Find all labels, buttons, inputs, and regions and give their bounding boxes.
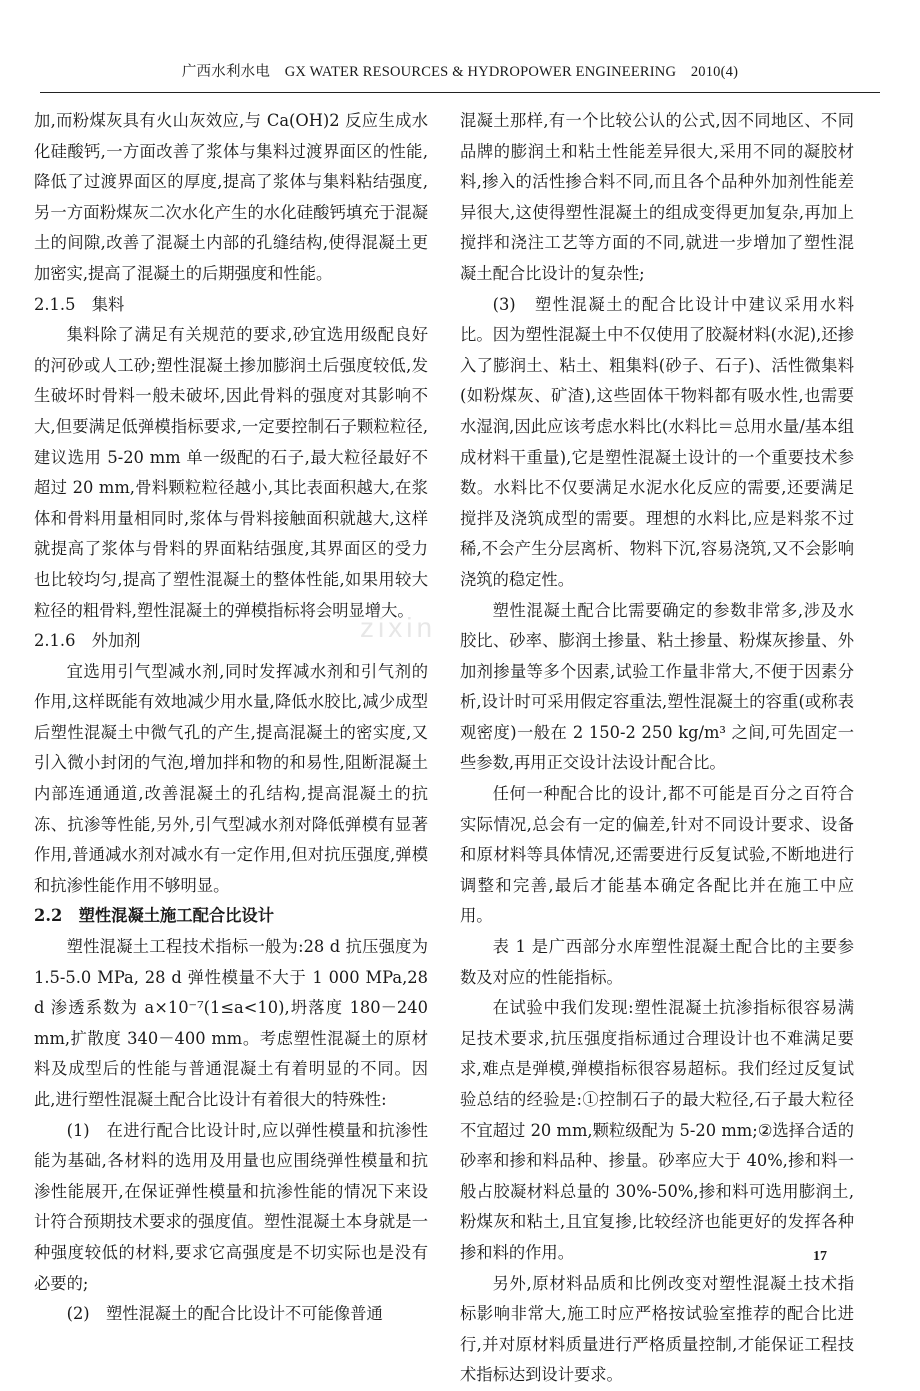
paragraph: 塑性混凝土工程技术指标一般为:28 d 抗压强度为 1.5-5.0 MPa, 28 d 弹性模量不大于 1 000 MPa,28 d 渗透系数为 a×10⁻⁷(1≤a<10),坍落度 180－240 mm,扩散度 340－400 mm。考虑塑性混凝土的原材料及成型后的性能与普通混凝土有着明显的不同。因此,进行塑性混凝土配合比设计有着很大的特殊性: xyxy=(34,937,428,1109)
paragraph: 宜选用引气型减水剂,同时发挥减水剂和引气剂的作用,这样既能有效地减少用水量,降低水胶比,减少成型后塑性混凝土中微气孔的产生,提高混凝土的密实度,又引入微小封闭的气泡,增加拌和物的和易性,阻断混凝土内部连通通道,改善混凝土的孔结构,提高混凝土的抗冻、抗渗等性能,另外,引气型减水剂对降低弹模有显著作用,普通减水剂对减水有一定作用,但对抗压强度,弹模和抗渗性能作用不够明显。 xyxy=(34,661,428,895)
paragraph: (2) 塑性混凝土的配合比设计不可能像普通 xyxy=(66,1304,383,1324)
left-column xyxy=(34,106,428,1330)
paragraph: (3) 塑性混凝土的配合比设计中建议采用水料比。因为塑性混凝土中不仅使用了胶凝材料(水泥),还掺入了膨润土、粘土、粗集料(砂子、石子)、活性微集料(如粉煤灰、矿渣),这些固体干物料都有吸水性,也需要水湿润,因此应该考虑水料比(水料比＝总用水量/基本组成材料干重量),它是塑性混凝土设计的一个重要技术参数。水料比不仅要满足水泥水化反应的需要,还要满足搅拌及浇筑成型的需要。理想的水料比,应是料浆不过稀,不会产生分层离析、物料下沉,容易浇筑,又不会影响浇筑的稳定性。 xyxy=(460,294,854,589)
running-header: 广西水利水电 GX WATER RESOURCES & HYDROPOWER ENGINEERING 2010(4) xyxy=(181,64,739,80)
paragraph: 混凝土那样,有一个比较公认的公式,因不同地区、不同品牌的膨润土和粘土性能差异很大,采用不同的凝胶材料,掺入的活性掺合料不同,而且各个品种外加剂性能差异很大,这使得塑性混凝土的组成变得更加复杂,再加上搅拌和浇注工艺等方面的不同,就进一步增加了塑性混凝土配合比设计的复杂性; xyxy=(460,111,854,283)
paragraph: 加,而粉煤灰具有火山灰效应,与 Ca(OH)2 反应生成水化硅酸钙,一方面改善了浆体与集料过渡界面区的性能,降低了过渡界面区的厚度,提高了浆体与集料粘结强度,另一方面粉煤灰二次水化产生的水化硅酸钙填充于混凝土的间隙,改善了混凝土内部的孔缝结构,使得混凝土更加密实,提高了混凝土的后期强度和性能。 xyxy=(34,111,428,283)
paragraph: 集料除了满足有关规范的要求,砂宜选用级配良好的河砂或人工砂;塑性混凝土掺加膨润土后强度较低,发生破坏时骨料一般未破坏,因此骨料的强度对其影响不大,但要满足低弹模指标要求,一定要控制石子颗粒粒径,建议选用 5-20 mm 单一级配的石子,最大粒径最好不超过 20 mm,骨料颗粒粒径越小,其比表面积越大,在浆体和骨料用量相同时,浆体与骨料接触面积就越大,这样就提高了浆体与骨料的界面粘结强度,其界面区的受力也比较均匀,提高了塑性混凝土的整体性能,如果用较大粒径的粗骨料,塑性混凝土的弹模指标将会明显增大。 xyxy=(34,325,428,620)
paragraph: 在试验中我们发现:塑性混凝土抗渗指标很容易满足技术要求,抗压强度指标通过合理设计也不难满足要求,难点是弹模,弹模指标很容易超标。我们经过反复试验总结的经验是:①控制石子的最大粒径,石子最大粒径不宜超过 20 mm,颗粒级配为 5-20 mm;②选择合适的砂率和掺和料品种、掺量。砂率应大于 40%,掺和料一般占胶凝材料总量的 30%-50%,掺和料可选用膨润土,粉煤灰和粘土,且宜复掺,比较经济也能更好的发挥各种掺和料的作用。 xyxy=(460,998,854,1262)
section-heading: 2.1.5 集料 xyxy=(34,294,125,314)
header-rule xyxy=(40,92,880,93)
paragraph: 塑性混凝土配合比需要确定的参数非常多,涉及水胶比、砂率、膨润土掺量、粘土掺量、粉煤灰掺量、外加剂掺量等多个因素,试验工作量非常大,不便于因素分析,设计时可采用假定容重法,塑性混凝土的容重(或称表观密度)一般在 2 150-2 250 kg/m³ 之间,可先固定一些参数,再用正交设计法设计配合比。 xyxy=(460,600,854,773)
section-heading: 2.1.6 外加剂 xyxy=(34,631,141,651)
watermark: zixin xyxy=(360,612,437,643)
right-column xyxy=(460,106,854,1391)
paragraph: 表 1 是广西部分水库塑性混凝土配合比的主要参数及对应的性能指标。 xyxy=(460,937,854,987)
paragraph: 任何一种配合比的设计,都不可能是百分之百符合实际情况,总会有一定的偏差,针对不同设计要求、设备和原材料等具体情况,还需要进行反复试验,不断地进行调整和完善,最后才能基本确定各配比并在施工中应用。 xyxy=(460,784,854,926)
section-heading: 2.2 塑性混凝土施工配合比设计 xyxy=(34,906,274,926)
page-number: 17 xyxy=(813,1249,827,1264)
paragraph: (1) 在进行配合比设计时,应以弹性模量和抗渗性能为基础,各材料的选用及用量也应围绕弹性模量和抗渗性能展开,在保证弹性模量和抗渗性能的情况下来设计符合预期技术要求的强度值。塑性混凝土本身就是一种强度较低的材料,要求它高强度是不切实际也是没有必要的; xyxy=(34,1120,428,1293)
paragraph: 另外,原材料品质和比例改变对塑性混凝土技术指标影响非常大,施工时应严格按试验室推荐的配合比进行,并对原材料质量进行严格质量控制,才能保证工程技术指标达到设计要求。 xyxy=(460,1273,854,1385)
